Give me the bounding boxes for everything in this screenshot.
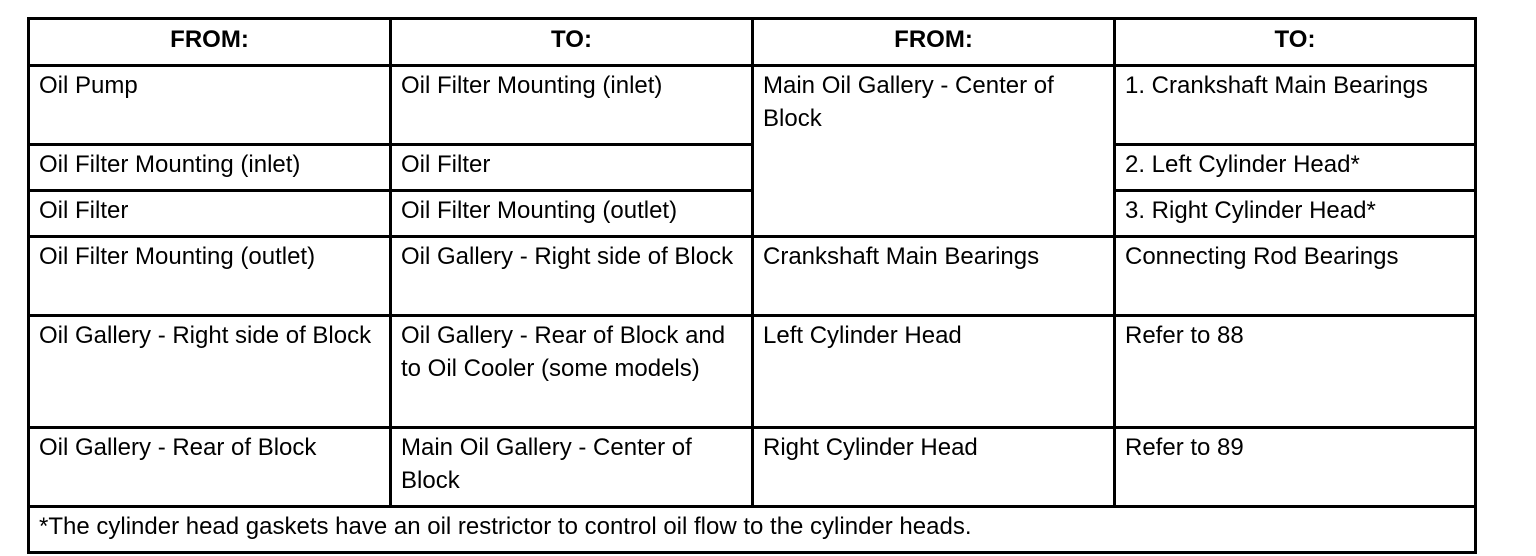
header-from-right: FROM: <box>753 19 1115 66</box>
cell-from: Oil Gallery - Rear of Block <box>29 428 391 507</box>
cell-to: Oil Filter Mounting (inlet) <box>391 66 753 145</box>
cell-from-left-head: Left Cylinder Head <box>753 316 1115 428</box>
cell-from-main-gallery: Main Oil Gallery - Center of Block <box>753 66 1115 237</box>
cell-to-right-cylinder-head: 3. Right Cylinder Head* <box>1115 191 1476 237</box>
cell-from-crank-bearings: Crankshaft Main Bearings <box>753 237 1115 316</box>
header-to-left: TO: <box>391 19 753 66</box>
cell-to: Oil Filter <box>391 145 753 191</box>
table-row <box>29 145 1476 191</box>
footnote: *The cylinder head gaskets have an oil restrictor to control oil flow to the cylinder heads. <box>29 507 1476 553</box>
cell-from-right-head: Right Cylinder Head <box>753 428 1115 507</box>
cell-to: Oil Gallery - Right side of Block <box>391 237 753 316</box>
cell-from: Oil Gallery - Right side of Block <box>29 316 391 428</box>
cell-to: Oil Filter Mounting (outlet) <box>391 191 753 237</box>
table-row <box>29 316 1476 428</box>
header-from-left: FROM: <box>29 19 391 66</box>
cell-to-refer-88: Refer to 88 <box>1115 316 1476 428</box>
table-row <box>29 428 1476 507</box>
cell-from: Oil Filter Mounting (outlet) <box>29 237 391 316</box>
cell-to-connecting-rod-bearings: Connecting Rod Bearings <box>1115 237 1476 316</box>
cell-to-crank-main-bearings: 1. Crankshaft Main Bearings <box>1115 66 1476 145</box>
table-row <box>29 191 1476 237</box>
cell-from: Oil Filter Mounting (inlet) <box>29 145 391 191</box>
cell-from: Oil Filter <box>29 191 391 237</box>
footnote-row <box>29 507 1476 553</box>
cell-to-refer-89: Refer to 89 <box>1115 428 1476 507</box>
table-row <box>29 237 1476 316</box>
table-row <box>29 66 1476 145</box>
cell-to-left-cylinder-head: 2. Left Cylinder Head* <box>1115 145 1476 191</box>
oil-flow-table <box>27 17 1477 554</box>
cell-from: Oil Pump <box>29 66 391 145</box>
cell-to: Oil Gallery - Rear of Block and to Oil Cooler (some models) <box>391 316 753 428</box>
header-to-right: TO: <box>1115 19 1476 66</box>
header-row <box>29 19 1476 66</box>
cell-to: Main Oil Gallery - Center of Block <box>391 428 753 507</box>
